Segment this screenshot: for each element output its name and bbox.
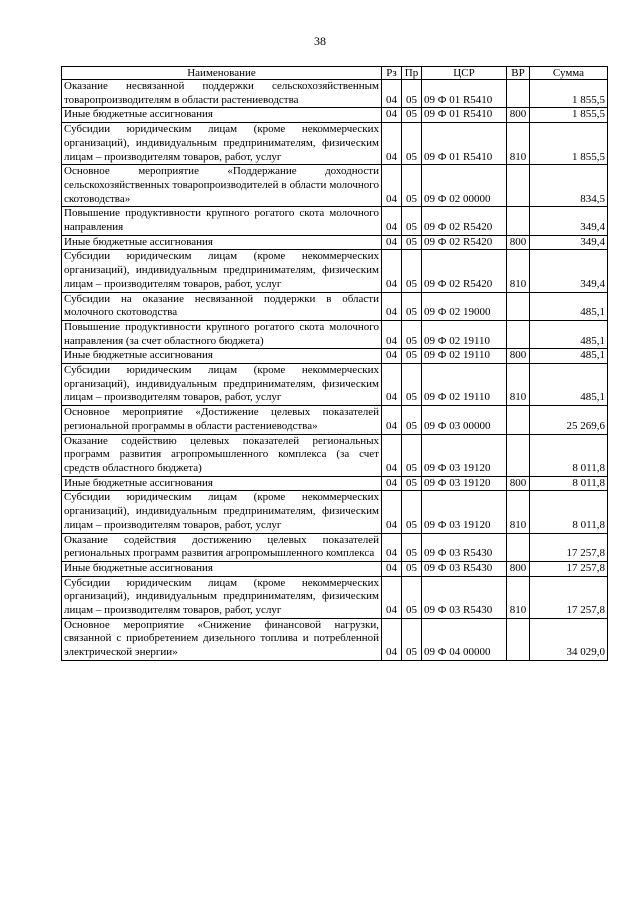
table-row [62, 123, 608, 165]
cell-vr: 800 [507, 349, 530, 364]
cell-csr: 09 Ф 01 R5410 [422, 123, 507, 165]
cell-sum: 8 011,8 [530, 476, 608, 491]
cell-name: Иные бюджетные ассигнования [62, 108, 382, 123]
cell-name: Субсидии юридическим лицам (кроме некоммерческих организаций), индивидуальным предпринимателям, физическим лицам – производителям товаров, работ, услуг [62, 576, 382, 618]
cell-vr: 810 [507, 123, 530, 165]
table-body [62, 80, 608, 661]
cell-vr [507, 80, 530, 108]
cell-rz: 04 [382, 108, 402, 123]
cell-vr: 810 [507, 576, 530, 618]
cell-sum: 8 011,8 [530, 491, 608, 533]
cell-csr: 09 Ф 03 R5430 [422, 533, 507, 561]
cell-vr [507, 207, 530, 235]
cell-rz: 04 [382, 123, 402, 165]
table-row [62, 320, 608, 348]
cell-sum: 1 855,5 [530, 108, 608, 123]
cell-name: Основное мероприятие «Достижение целевых показателей региональной программы в области растениеводства» [62, 406, 382, 434]
cell-pr: 05 [402, 618, 422, 660]
cell-pr: 05 [402, 533, 422, 561]
table-row [62, 292, 608, 320]
cell-rz: 04 [382, 349, 402, 364]
cell-name: Оказание содействию целевых показателей региональных программ развития агропромышленного комплекса (за счет средств областного бюджета) [62, 434, 382, 476]
cell-vr [507, 406, 530, 434]
cell-sum: 349,4 [530, 207, 608, 235]
header-rz: Рз [382, 67, 402, 80]
table-header-row [62, 67, 608, 80]
cell-rz: 04 [382, 207, 402, 235]
cell-pr: 05 [402, 292, 422, 320]
cell-sum: 485,1 [530, 364, 608, 406]
cell-pr: 05 [402, 561, 422, 576]
table-row [62, 533, 608, 561]
cell-rz: 04 [382, 320, 402, 348]
cell-rz: 04 [382, 235, 402, 250]
table-row [62, 476, 608, 491]
cell-name: Субсидии на оказание несвязанной поддержки в области молочного скотоводства [62, 292, 382, 320]
cell-vr [507, 320, 530, 348]
cell-name: Оказание несвязанной поддержки сельскохозяйственным товаропроизводителям в области растениеводства [62, 80, 382, 108]
cell-csr: 09 Ф 03 19120 [422, 476, 507, 491]
cell-sum: 485,1 [530, 292, 608, 320]
table-row [62, 165, 608, 207]
cell-name: Субсидии юридическим лицам (кроме некоммерческих организаций), индивидуальным предпринимателям, физическим лицам – производителям товаров, работ, услуг [62, 364, 382, 406]
cell-csr: 09 Ф 02 R5420 [422, 250, 507, 292]
cell-name: Субсидии юридическим лицам (кроме некоммерческих организаций), индивидуальным предпринимателям, физическим лицам – производителям товаров, работ, услуг [62, 491, 382, 533]
cell-pr: 05 [402, 364, 422, 406]
cell-vr: 800 [507, 235, 530, 250]
table-row [62, 434, 608, 476]
cell-pr: 05 [402, 320, 422, 348]
cell-pr: 05 [402, 108, 422, 123]
cell-name: Иные бюджетные ассигнования [62, 561, 382, 576]
cell-name: Иные бюджетные ассигнования [62, 476, 382, 491]
cell-rz: 04 [382, 576, 402, 618]
table-row [62, 108, 608, 123]
cell-rz: 04 [382, 533, 402, 561]
cell-vr: 810 [507, 491, 530, 533]
cell-csr: 09 Ф 02 R5420 [422, 235, 507, 250]
cell-sum: 17 257,8 [530, 576, 608, 618]
table-row [62, 618, 608, 660]
cell-vr: 810 [507, 250, 530, 292]
table-row [62, 349, 608, 364]
cell-csr: 09 Ф 03 19120 [422, 491, 507, 533]
cell-rz: 04 [382, 165, 402, 207]
cell-csr: 09 Ф 02 19110 [422, 364, 507, 406]
cell-pr: 05 [402, 250, 422, 292]
cell-csr: 09 Ф 02 19000 [422, 292, 507, 320]
cell-csr: 09 Ф 02 19110 [422, 349, 507, 364]
cell-rz: 04 [382, 434, 402, 476]
cell-sum: 25 269,6 [530, 406, 608, 434]
table-row [62, 491, 608, 533]
cell-csr: 09 Ф 01 R5410 [422, 80, 507, 108]
cell-rz: 04 [382, 292, 402, 320]
cell-pr: 05 [402, 207, 422, 235]
cell-sum: 349,4 [530, 235, 608, 250]
table-row [62, 364, 608, 406]
header-name: Наименование [62, 67, 382, 80]
cell-vr [507, 292, 530, 320]
cell-vr [507, 618, 530, 660]
cell-name: Иные бюджетные ассигнования [62, 349, 382, 364]
cell-name: Повышение продуктивности крупного рогатого скота молочного направления (за счет областного бюджета) [62, 320, 382, 348]
cell-pr: 05 [402, 165, 422, 207]
cell-csr: 09 Ф 01 R5410 [422, 108, 507, 123]
cell-pr: 05 [402, 406, 422, 434]
page-number: 38 [314, 34, 326, 48]
cell-sum: 8 011,8 [530, 434, 608, 476]
cell-rz: 04 [382, 80, 402, 108]
cell-csr: 09 Ф 03 R5430 [422, 576, 507, 618]
header-csr: ЦСР [422, 67, 507, 80]
cell-name: Основное мероприятие «Поддержание доходности сельскохозяйственных товаропроизводителей в области молочного скотоводства» [62, 165, 382, 207]
cell-name: Повышение продуктивности крупного рогатого скота молочного направления [62, 207, 382, 235]
cell-csr: 09 Ф 03 R5430 [422, 561, 507, 576]
cell-vr [507, 434, 530, 476]
cell-sum: 349,4 [530, 250, 608, 292]
cell-name: Иные бюджетные ассигнования [62, 235, 382, 250]
cell-sum: 1 855,5 [530, 80, 608, 108]
cell-rz: 04 [382, 618, 402, 660]
cell-vr: 810 [507, 364, 530, 406]
cell-pr: 05 [402, 123, 422, 165]
cell-sum: 17 257,8 [530, 533, 608, 561]
cell-rz: 04 [382, 406, 402, 434]
table-row [62, 250, 608, 292]
cell-name: Субсидии юридическим лицам (кроме некоммерческих организаций), индивидуальным предпринимателям, физическим лицам – производителям товаров, работ, услуг [62, 250, 382, 292]
cell-csr: 09 Ф 03 00000 [422, 406, 507, 434]
cell-csr: 09 Ф 04 00000 [422, 618, 507, 660]
cell-csr: 09 Ф 02 R5420 [422, 207, 507, 235]
cell-name: Основное мероприятие «Снижение финансовой нагрузки, связанной с приобретением дизельного топлива и потребленной электрической энергии» [62, 618, 382, 660]
cell-rz: 04 [382, 250, 402, 292]
cell-sum: 485,1 [530, 349, 608, 364]
cell-csr: 09 Ф 02 00000 [422, 165, 507, 207]
cell-vr: 800 [507, 476, 530, 491]
cell-sum: 485,1 [530, 320, 608, 348]
cell-pr: 05 [402, 235, 422, 250]
cell-pr: 05 [402, 491, 422, 533]
cell-name: Субсидии юридическим лицам (кроме некоммерческих организаций), индивидуальным предпринимателям, физическим лицам – производителям товаров, работ, услуг [62, 123, 382, 165]
cell-vr: 800 [507, 561, 530, 576]
table-row [62, 207, 608, 235]
cell-pr: 05 [402, 434, 422, 476]
cell-pr: 05 [402, 576, 422, 618]
table-row [62, 561, 608, 576]
budget-table [61, 66, 608, 661]
cell-vr [507, 165, 530, 207]
header-vr: ВР [507, 67, 530, 80]
cell-sum: 17 257,8 [530, 561, 608, 576]
table-row [62, 406, 608, 434]
header-sum: Сумма [530, 67, 608, 80]
cell-sum: 1 855,5 [530, 123, 608, 165]
cell-pr: 05 [402, 476, 422, 491]
cell-pr: 05 [402, 80, 422, 108]
cell-csr: 09 Ф 03 19120 [422, 434, 507, 476]
cell-rz: 04 [382, 491, 402, 533]
cell-rz: 04 [382, 476, 402, 491]
header-pr: Пр [402, 67, 422, 80]
cell-rz: 04 [382, 364, 402, 406]
cell-sum: 834,5 [530, 165, 608, 207]
cell-sum: 34 029,0 [530, 618, 608, 660]
cell-vr: 800 [507, 108, 530, 123]
table-row [62, 576, 608, 618]
cell-csr: 09 Ф 02 19110 [422, 320, 507, 348]
table-row [62, 80, 608, 108]
cell-name: Оказание содействия достижению целевых показателей региональных программ развития агропромышленного комплекса [62, 533, 382, 561]
cell-vr [507, 533, 530, 561]
cell-pr: 05 [402, 349, 422, 364]
table-row [62, 235, 608, 250]
cell-rz: 04 [382, 561, 402, 576]
